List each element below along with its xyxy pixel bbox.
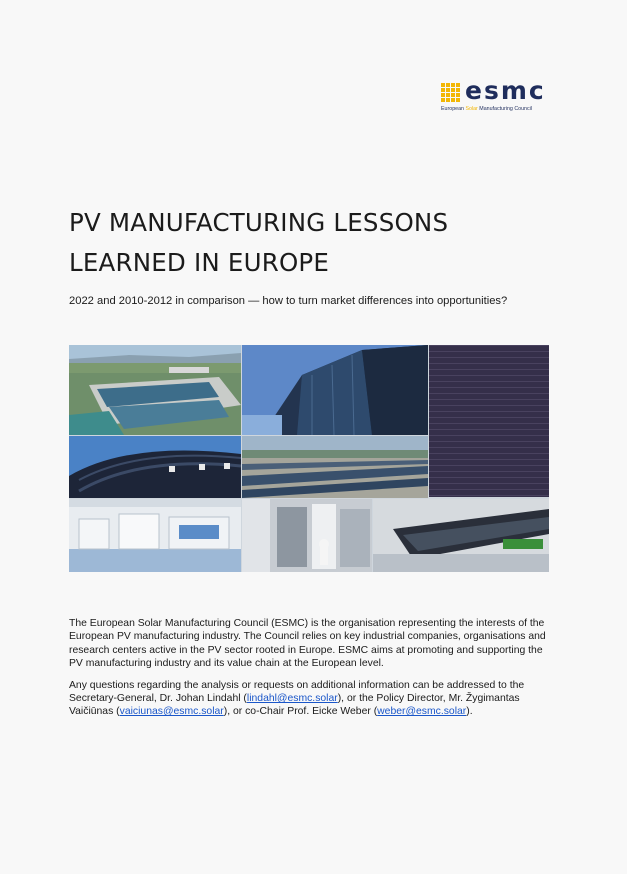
photo-collage [69, 345, 549, 572]
email-link-weber[interactable]: weber@esmc.solar [377, 706, 467, 718]
factory-interior-photo [242, 499, 372, 572]
page-title: PV MANUFACTURING LESSONS LEARNED IN EUROPE [69, 208, 449, 277]
body-text [69, 617, 559, 727]
esmc-logo [441, 76, 553, 116]
solar-field-photo [242, 436, 428, 498]
lab-cleanroom-photo [69, 499, 241, 572]
email-link-lindahl[interactable]: lindahl@esmc.solar [246, 693, 338, 705]
solar-facade-building-photo [242, 345, 428, 435]
production-line-photo [373, 499, 549, 572]
page-subtitle: 2022 and 2010-2012 in comparison — how to turn market differences into opportunities? [69, 295, 508, 307]
logo-wordmark: esmc [465, 76, 546, 105]
rooftop-solar-photo [69, 345, 241, 435]
solar-cell-texture-photo [429, 345, 549, 497]
curved-building-photo [69, 436, 241, 498]
email-link-vaiciunas[interactable]: vaiciunas@esmc.solar [119, 706, 224, 718]
about-paragraph: The European Solar Manufacturing Council (ESMC) is the organisation representing the interests of the European PV manufacturing industry. The Council relies on key industrial companies, organisations and research centers active in the PV sector rooted in Europe. ESMC aims at promoting and supporting the PV manufacturing industry and its value chain at the European level. [69, 618, 546, 670]
logo-tagline: European Solar Manufacturing Council [441, 106, 533, 112]
contact-paragraph: Any questions regarding the analysis or requests on additional information can be addressed to the Secretary-General, Dr. Johan Lindahl (lindahl@esmc.solar), or the Policy Director, Mr. Žygimantas Vaičiūnas (vaiciunas@esmc.solar), or co-Chair Prof. Eicke Weber (weber@esmc.solar). [69, 679, 525, 718]
logo-grid-icon [441, 83, 461, 103]
